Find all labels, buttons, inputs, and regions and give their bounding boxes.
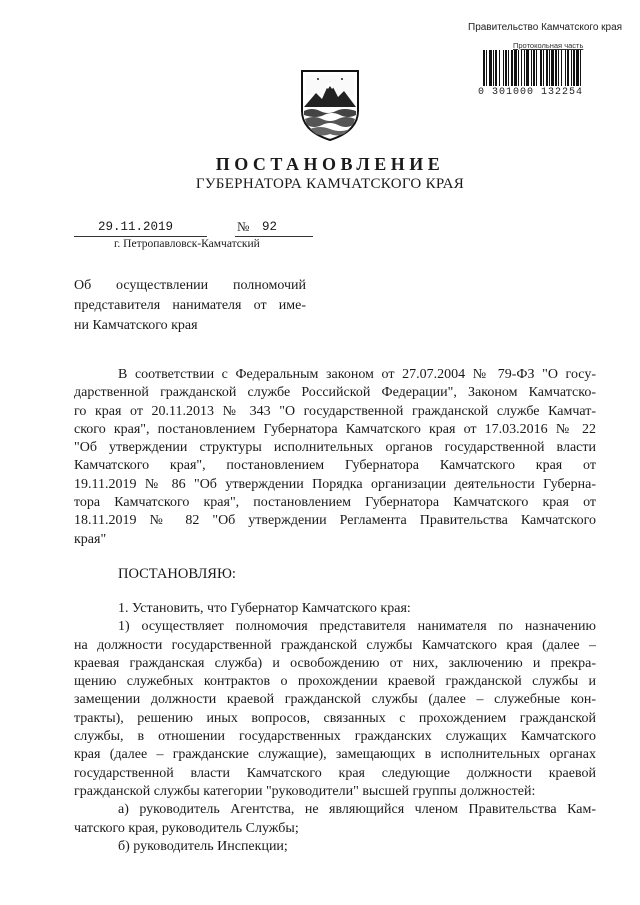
document-number: 92 <box>262 220 278 234</box>
number-sign: № <box>237 219 250 234</box>
text-line: тора Камчатского края", постановлением Губернатора Камчатского края от <box>74 495 596 511</box>
decree-word: ПОСТАНОВЛЯЮ: <box>118 566 236 582</box>
date-underline <box>74 236 207 237</box>
text-line: края" <box>74 531 107 547</box>
text-line: краевая гражданская служба) и освобождению от них, заключению и прекра- <box>74 655 596 671</box>
text-line: го края от 20.11.2013 № 343 "О государственной гражданской службе Камчат- <box>74 403 596 419</box>
stamp-section: Протокольная часть <box>513 41 584 50</box>
text-line: на должности государственной гражданской службы Камчатского края (далее – <box>74 637 596 653</box>
text-line: 1. Установить, что Губернатор Камчатского края: <box>118 601 411 616</box>
text-line: В соответствии с Федеральным законом от 27.07.2004 № 79-ФЗ "О госу- <box>118 367 596 382</box>
text-line: службы, в отношении государственных гражданских служащих Камчатского <box>74 729 596 745</box>
document-date: 29.11.2019 <box>98 220 174 234</box>
document-city: г. Петропавловск-Камчатский <box>114 238 260 250</box>
document-subtitle: ГУБЕРНАТОРА КАМЧАТСКОГО КРАЯ <box>195 176 465 192</box>
subject-line: ни Камчатского края <box>74 318 198 333</box>
document-subject <box>74 276 306 336</box>
text-line: "Об утверждении структуры исполнительных органов государственной власти <box>74 440 596 456</box>
text-line: 18.11.2019 № 82 "Об утверждении Регламента Правительства Камчатского <box>74 513 596 529</box>
text-line: гражданской службы категории "руководители" высшей группы должностей: <box>74 783 536 799</box>
text-line: а) руководитель Агентства, не являющийся членом Правительства Кам- <box>118 802 596 818</box>
text-line: щению служебных контрактов о прохождении краевой гражданской службы и <box>74 674 596 690</box>
coat-of-arms-emblem <box>298 67 362 142</box>
barcode-number: 0 301000 132254 <box>478 87 584 98</box>
number-underline <box>235 236 313 237</box>
text-line: замещении должности краевой гражданской службы (далее – служебные кон- <box>74 692 596 708</box>
text-line: государственной власти Камчатского края следующие должности краевой <box>74 765 596 781</box>
text-line: 1) осуществляет полномочия представителя нанимателя по назначению <box>118 619 596 635</box>
subject-line: Об осуществлении полномочий <box>74 278 306 293</box>
text-line: дарственной гражданской службе Российской Федерации", Законом Камчатско- <box>74 385 596 401</box>
text-line: 19.11.2019 № 86 "Об утверждении Порядка организации деятельности Губерна- <box>74 476 596 492</box>
text-line: края (далее – гражданские служащие), замещающих в исполнительных органах <box>74 747 596 763</box>
text-line: ского края", постановлением Губернатора Камчатского края от 17.03.2016 № 22 <box>74 421 596 437</box>
preamble-paragraph <box>74 366 596 549</box>
document-title: ПОСТАНОВЛЕНИЕ <box>215 154 445 174</box>
barcode <box>483 50 615 86</box>
text-line: б) руководитель Инспекции; <box>118 838 288 854</box>
body-paragraphs <box>74 600 596 856</box>
text-line: тракты), решению иных вопросов, связанных с прохождением гражданской <box>74 710 596 726</box>
text-line: чатского края, руководитель Службы; <box>74 820 299 836</box>
stamp-organization: Правительство Камчатского края <box>468 22 623 33</box>
text-line: Камчатского края", постановлением Губернатора Камчатского края от <box>74 458 596 474</box>
subject-line: представителя нанимателя от име- <box>74 298 306 313</box>
